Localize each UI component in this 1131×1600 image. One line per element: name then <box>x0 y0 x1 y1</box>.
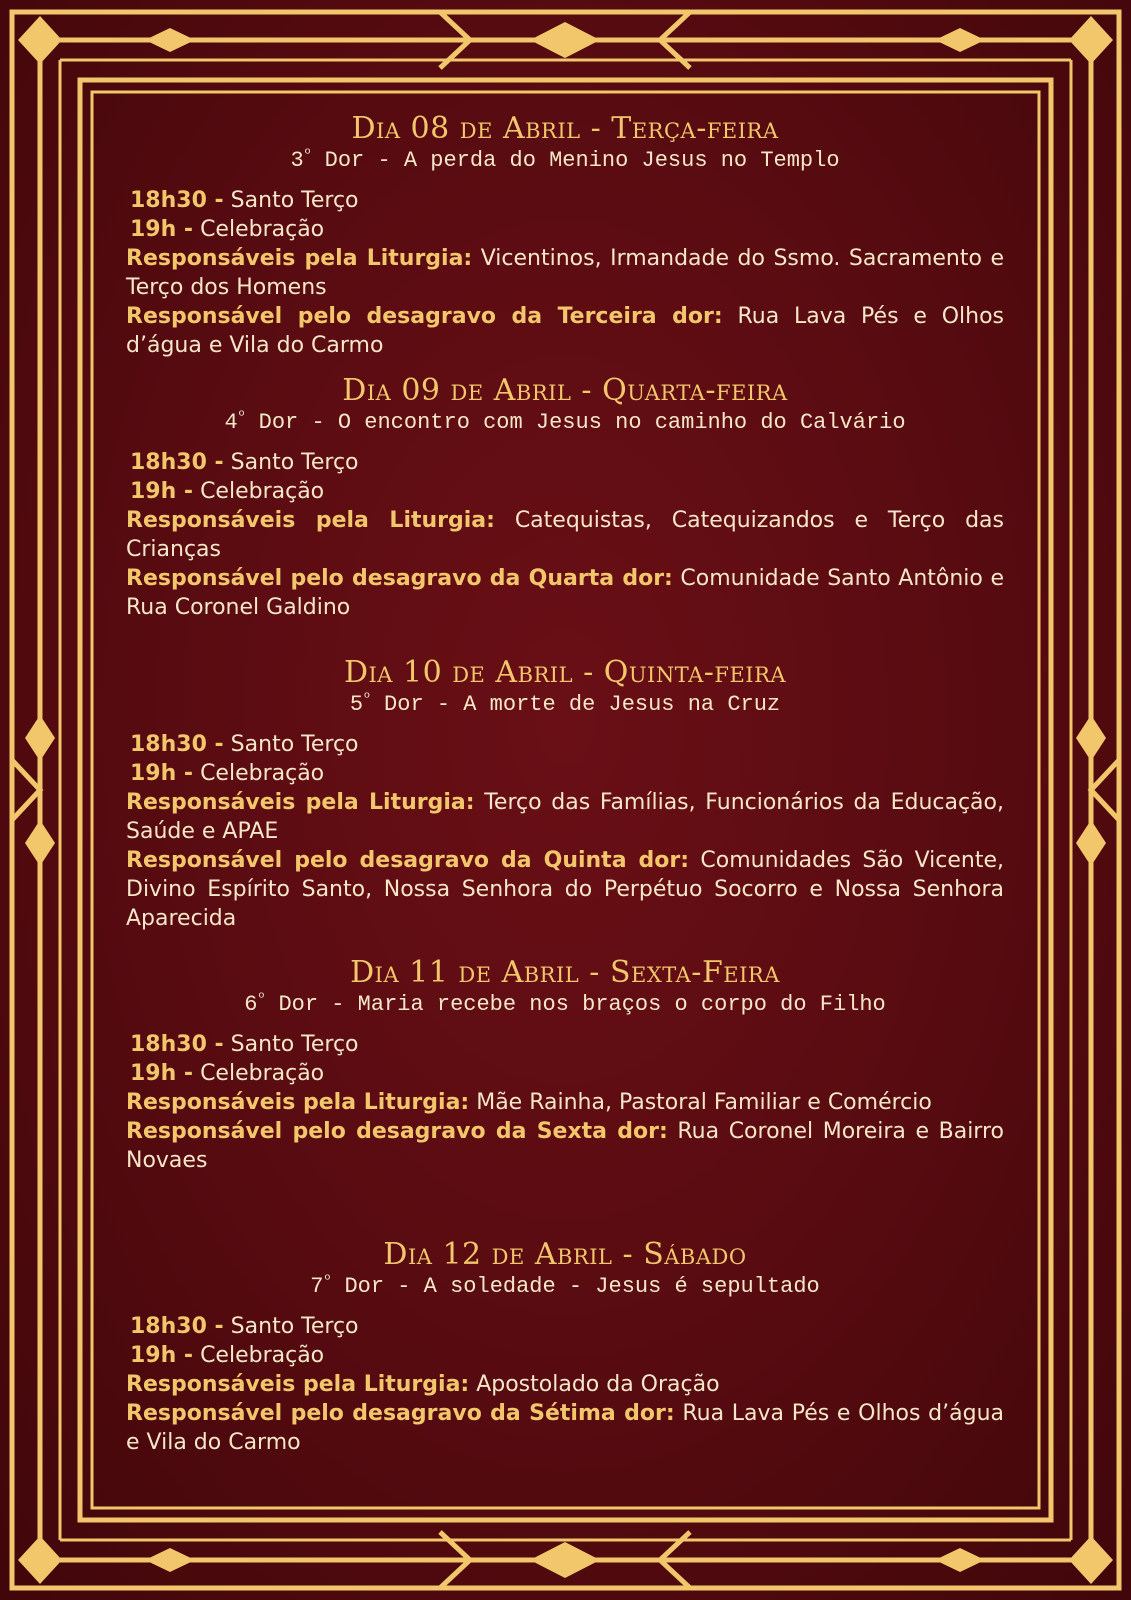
terco-time: 18h30 - <box>130 1314 224 1339</box>
diamond-left-lower <box>25 820 55 866</box>
liturgia-value: Terço das Famílias, Funcionários da Educação, Saúde e APAE <box>126 790 1004 844</box>
celebracao-line <box>126 215 1004 244</box>
liturgia-line <box>126 244 1004 302</box>
day-block <box>126 112 1004 374</box>
diamond-left-upper <box>25 715 55 761</box>
diamond-bottom-right <box>1069 1536 1113 1584</box>
celebracao-label: Celebração <box>193 1061 325 1086</box>
left-cross <box>12 760 40 820</box>
celebracao-label: Celebração <box>193 761 325 786</box>
desagravo-value: Comunidade Santo Antônio e Rua Coronel Galdino <box>126 566 1004 620</box>
liturgia-label: Responsáveis pela Liturgia: <box>126 1090 470 1115</box>
day-title: Dia 10 de Abril - Quinta-feira <box>343 655 787 690</box>
day-subtitle <box>126 1272 1004 1302</box>
desagravo-line <box>126 564 1004 622</box>
day-title: Dia 11 de Abril - Sexta-Feira <box>350 955 780 990</box>
dor-description: Dor - A perda do Menino Jesus no Templo <box>311 148 840 173</box>
day-title: Dia 09 de Abril - Quarta-feira <box>342 373 788 408</box>
liturgia-label: Responsáveis pela Liturgia: <box>126 1372 470 1397</box>
dor-ordinal: º <box>303 146 312 162</box>
desagravo-label: Responsável pelo desagravo da Quinta dor: <box>126 848 690 873</box>
dor-number: 5 <box>349 692 364 717</box>
diamond-right-upper <box>1076 715 1106 761</box>
desagravo-line <box>126 846 1004 933</box>
celebracao-line <box>126 759 1004 788</box>
liturgia-line <box>126 1088 1004 1117</box>
desagravo-label: Responsável pelo desagravo da Sexta dor: <box>126 1119 668 1144</box>
diamond-right-lower <box>1076 820 1106 866</box>
liturgia-value: Vicentinos, Irmandade do Ssmo. Sacramento e Terço dos Homens <box>126 246 1004 300</box>
diamond-bottom-left <box>18 1536 62 1584</box>
liturgia-label: Responsáveis pela Liturgia: <box>126 790 475 815</box>
desagravo-line <box>126 1399 1004 1457</box>
terco-label: Santo Terço <box>223 1032 359 1057</box>
day-block <box>126 956 1004 1238</box>
diamond-bottom-center <box>530 1542 600 1578</box>
terco-line <box>126 1312 1004 1341</box>
desagravo-label: Responsável pelo desagravo da Terceira dor: <box>126 304 723 329</box>
liturgia-value: Mãe Rainha, Pastoral Familiar e Comércio <box>469 1090 932 1115</box>
desagravo-value: Rua Lava Pés e Olhos d’água e Vila do Carmo <box>126 1401 1004 1455</box>
dor-description: Dor - Maria recebe nos braços o corpo do Filho <box>265 992 886 1017</box>
diamond-top-center <box>530 22 600 58</box>
terco-label: Santo Terço <box>223 188 359 213</box>
liturgia-line <box>126 788 1004 846</box>
dor-description: Dor - A morte de Jesus na Cruz <box>370 692 781 717</box>
day-title: Dia 08 de Abril - Terça-feira <box>351 111 779 146</box>
day-block <box>126 374 1004 656</box>
terco-time: 18h30 - <box>130 188 224 213</box>
dor-ordinal: º <box>363 690 371 706</box>
day-block <box>126 656 1004 956</box>
liturgia-value: Apostolado da Oração <box>469 1372 720 1397</box>
day-block <box>126 1238 1004 1468</box>
desagravo-label: Responsável pelo desagravo da Quarta dor: <box>126 566 673 591</box>
celebracao-time: 19h - <box>130 1343 194 1368</box>
terco-label: Santo Terço <box>223 1314 359 1339</box>
liturgia-line <box>126 1370 1004 1399</box>
terco-line <box>126 730 1004 759</box>
dor-number: 4 <box>224 410 238 435</box>
diamond-bottom-right-2 <box>935 1548 985 1572</box>
desagravo-value: Rua Lava Pés e Olhos d’água e Vila do Carmo <box>126 304 1004 358</box>
day-subtitle <box>126 408 1004 438</box>
day-subtitle <box>126 690 1004 720</box>
diamond-top-right <box>1069 16 1113 64</box>
celebracao-line <box>126 1059 1004 1088</box>
schedule-content <box>126 112 1004 1468</box>
celebracao-label: Celebração <box>193 217 325 242</box>
celebracao-time: 19h - <box>130 217 194 242</box>
right-cross <box>1091 760 1119 820</box>
celebracao-time: 19h - <box>130 1061 194 1086</box>
dor-number: 6 <box>244 992 258 1017</box>
desagravo-line <box>126 302 1004 360</box>
dor-description: Dor - A soledade - Jesus é sepultado <box>331 1274 820 1299</box>
dor-ordinal: º <box>323 1272 332 1288</box>
desagravo-value: Comunidades São Vicente, Divino Espírito Santo, Nossa Senhora do Perpétuo Socorro e Nossa Senhora Aparecida <box>126 848 1004 931</box>
day-subtitle <box>126 990 1004 1020</box>
liturgia-value: Catequistas, Catequizandos e Terço das Crianças <box>126 508 1004 562</box>
terco-line <box>126 186 1004 215</box>
terco-label: Santo Terço <box>223 450 359 475</box>
diamond-bottom-left-2 <box>145 1548 195 1572</box>
dor-number: 7 <box>310 1274 324 1299</box>
diamond-top-left-2 <box>145 28 195 52</box>
terco-line <box>126 448 1004 477</box>
dor-description: Dor - O encontro com Jesus no caminho do Calvário <box>245 410 906 435</box>
terco-line <box>126 1030 1004 1059</box>
day-title: Dia 12 de Abril - Sábado <box>383 1237 747 1272</box>
liturgia-line <box>126 506 1004 564</box>
liturgia-label: Responsáveis pela Liturgia: <box>126 508 495 533</box>
desagravo-value: Rua Coronel Moreira e Bairro Novaes <box>126 1119 1004 1173</box>
celebracao-line <box>126 477 1004 506</box>
terco-label: Santo Terço <box>223 732 359 757</box>
diamond-top-left <box>18 16 62 64</box>
liturgia-label: Responsáveis pela Liturgia: <box>126 246 473 271</box>
celebracao-label: Celebração <box>193 1343 325 1368</box>
celebracao-time: 19h - <box>130 479 194 504</box>
desagravo-line <box>126 1117 1004 1175</box>
terco-time: 18h30 - <box>130 1032 224 1057</box>
day-subtitle <box>126 146 1004 176</box>
dor-ordinal: º <box>237 408 246 424</box>
celebracao-time: 19h - <box>130 761 194 786</box>
diamond-top-right-2 <box>935 28 985 52</box>
terco-time: 18h30 - <box>130 450 224 475</box>
dor-number: 3 <box>290 148 304 173</box>
dor-ordinal: º <box>257 990 266 1006</box>
terco-time: 18h30 - <box>130 732 224 757</box>
desagravo-label: Responsável pelo desagravo da Sétima dor: <box>126 1401 675 1426</box>
celebracao-label: Celebração <box>193 479 325 504</box>
celebracao-line <box>126 1341 1004 1370</box>
